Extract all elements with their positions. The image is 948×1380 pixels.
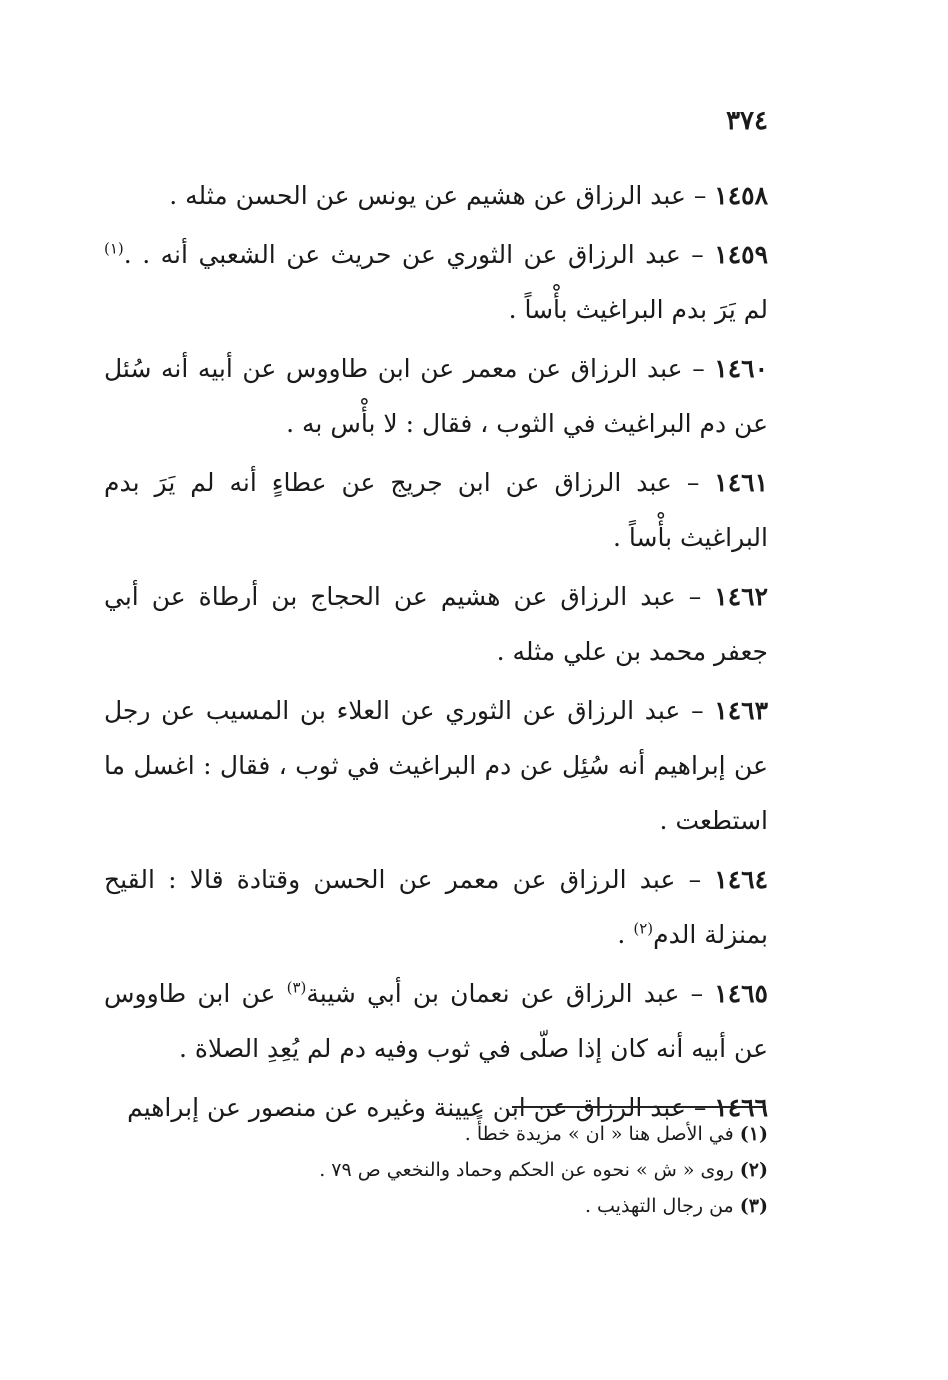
entry-text: عبد الرزاق عن هشيم عن الحجاج بن أرطاة عن أبي جعفر محمد بن علي مثله .	[104, 582, 768, 666]
entry-number: ١٤٦٣	[714, 696, 769, 725]
entry-separator: –	[693, 181, 707, 210]
entry-text: عبد الرزاق عن الثوري عن حريث عن الشعبي أنه . .	[123, 240, 681, 269]
entry-text: عبد الرزاق عن ابن عيينة وغيره عن منصور عن إبراهيم	[127, 1093, 686, 1122]
footnote-divider	[512, 1106, 766, 1108]
entry-text-continued: لم يَرَ بدم البراغيث بأْساً .	[508, 295, 768, 324]
hadith-list	[104, 168, 768, 1139]
hadith-entry	[104, 966, 768, 1076]
footnote	[200, 1152, 768, 1188]
footnote-text: من رجال التهذيب .	[584, 1195, 734, 1217]
footnote	[200, 1188, 768, 1224]
hadith-entry	[104, 341, 768, 451]
entry-text: عبد الرزاق عن الثوري عن العلاء بن المسيب عن رجل عن إبراهيم أنه سُئِل عن دم البراغيث في ثوب ، فقال : اغسل ما استطعت .	[104, 696, 768, 835]
footnote-number: (٣)	[739, 1195, 768, 1217]
footnote-number: (٢)	[739, 1159, 768, 1181]
footnote	[200, 1116, 768, 1152]
entry-text: عبد الرزاق عن معمر عن ابن طاووس عن أبيه أنه سُئل عن دم البراغيث في الثوب ، فقال : لا بأْس به .	[104, 354, 768, 438]
entry-text: عبد الرزاق عن نعمان بن أبي شيبة	[306, 979, 680, 1008]
hadith-entry	[104, 569, 768, 679]
hadith-entry	[104, 455, 768, 565]
hadith-entry	[104, 227, 768, 337]
hadith-entry	[104, 168, 768, 223]
footnotes	[200, 1116, 768, 1224]
entry-number: ١٤٦١	[714, 468, 768, 497]
footnote-ref: (٣)	[286, 978, 307, 997]
entry-separator: –	[688, 582, 702, 611]
entry-text-continued: عن ابن طاووس عن أبيه أنه كان إذا صلّى في ثوب وفيه دم لم يُعِدِ الصلاة .	[104, 979, 768, 1063]
entry-separator: –	[690, 979, 704, 1008]
hadith-entry	[104, 852, 768, 962]
entry-number: ١٤٥٩	[714, 240, 769, 269]
entry-separator: –	[688, 865, 702, 894]
entry-separator: –	[691, 696, 704, 725]
entry-number: ١٤٦٤	[714, 865, 768, 894]
entry-text: عبد الرزاق عن معمر عن الحسن وقتادة قالا : القيح بمنزلة الدم	[104, 865, 768, 949]
entry-text-continued: .	[617, 920, 626, 949]
entry-number: ١٤٦٥	[714, 979, 768, 1008]
entry-number: ١٤٦٦	[714, 1093, 768, 1122]
footnote-ref: (١)	[104, 239, 124, 258]
entry-separator: –	[686, 468, 700, 497]
entry-number: ١٤٥٨	[714, 181, 768, 210]
entry-separator: –	[692, 354, 705, 383]
entry-separator: –	[691, 240, 704, 269]
page-number: ٣٧٤	[726, 106, 768, 136]
entry-separator: –	[693, 1093, 707, 1122]
footnote-text: روى « ش » نحوه عن الحكم وحماد والنخعي ص ٧٩ .	[319, 1159, 734, 1181]
entry-number: ١٤٦٠	[714, 354, 769, 383]
footnote-ref: (٢)	[633, 919, 654, 938]
hadith-entry	[104, 683, 768, 848]
entry-number: ١٤٦٢	[714, 582, 768, 611]
footnote-text: في الأصل هنا « ان » مزيدة خطأً .	[464, 1123, 734, 1145]
entry-text: عبد الرزاق عن ابن جريج عن عطاءٍ أنه لم يَرَ بدم البراغيث بأْساً .	[104, 468, 768, 552]
entry-text: عبد الرزاق عن هشيم عن يونس عن الحسن مثله .	[169, 181, 686, 210]
footnote-number: (١)	[739, 1123, 768, 1145]
